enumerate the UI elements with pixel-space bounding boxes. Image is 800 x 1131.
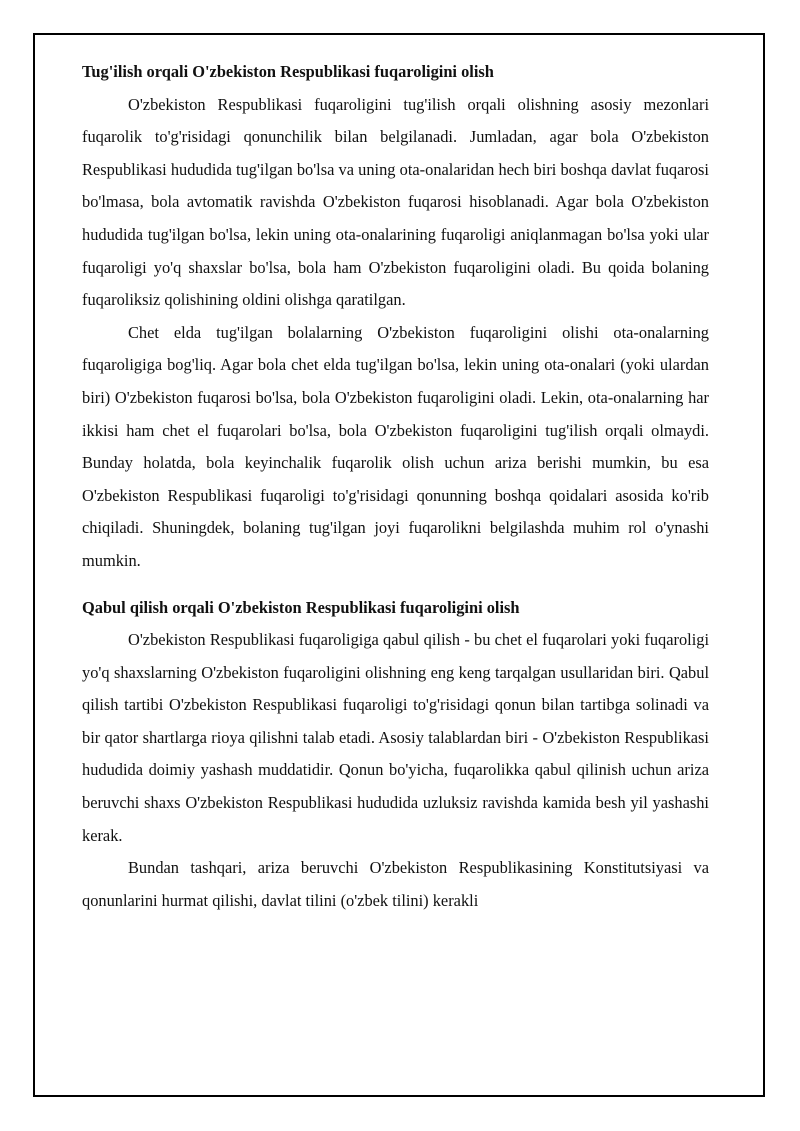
paragraph: Chet elda tug'ilgan bolalarning O'zbekiston fuqaroligini olishi ota-onalarning fuqaroligiga bog'liq. Agar bola chet elda tug'ilgan bo'lsa, lekin uning ota-onalari (yoki ulardan biri) O'zbekiston fuqarosi bo'lsa, bola O'zbekiston fuqaroligini oladi. Lekin, ota-onalarning har ikkisi ham chet el fuqarolari bo'lsa, bola O'zbekiston fuqaroligini tug'ilish orqali olmaydi. Bunday holatda, bola keyinchalik fuqarolik olish uchun ariza berishi mumkin, bu esa O'zbekiston Respublikasi fuqaroligi to'g'risidagi qonunning boshqa qoidalari asosida ko'rib chiqiladi. Shuningdek, bolaning tug'ilgan joyi fuqarolikni belgilashda muhim rol o'ynashi mumkin. [82, 322, 709, 570]
section-gap [82, 578, 709, 592]
section-heading-birth: Tug'ilish orqali O'zbekiston Respublikasi fuqaroligini olish [82, 62, 494, 81]
document-body [82, 56, 709, 917]
paragraph: Bundan tashqari, ariza beruvchi O'zbekiston Respublikasining Konstitutsiyasi va qonunlarini hurmat qilishi, davlat tilini (o'zbek tilini) kerakli [82, 858, 709, 910]
section-heading-naturalization: Qabul qilish orqali O'zbekiston Respublikasi fuqaroligini olish [82, 597, 520, 617]
paragraph: O'zbekiston Respublikasi fuqaroligiga qabul qilish - bu chet el fuqarolari yoki fuqaroligi yo'q shaxslarning O'zbekiston fuqaroligini olishning eng keng tarqalgan usullaridan biri. Qabul qilish tartibi O'zbekiston Respublikasi fuqaroligi to'g'risidagi qonun bilan tartibga solinadi va bir qator shartlarga rioya qilishni talab etadi. Asosiy talablardan biri - O'zbekiston Respublikasi hududida doimiy yashash muddatidir. Qonun bo'yicha, fuqarolikka qabul qilinish uchun ariza beruvchi shaxs O'zbekiston Respublikasi hududida uzluksiz ravishda kamida besh yil yashashi kerak. [82, 630, 709, 845]
paragraph: O'zbekiston Respublikasi fuqaroligini tug'ilish orqali olishning asosiy mezonlari fuqarolik to'g'risidagi qonunchilik bilan belgilanadi. Jumladan, agar bola O'zbekiston Respublikasi hududida tug'ilgan bo'lsa va uning ota-onalaridan hech biri boshqa davlat fuqarosi bo'lmasa, bola avtomatik ravishda O'zbekiston fuqarosi hisoblanadi. Agar bola O'zbekiston hududida tug'ilgan bo'lsa, lekin uning ota-onalarining fuqaroligi aniqlanmagan bo'lsa yoki ular fuqaroligi yo'q shaxslar bo'lsa, bola ham O'zbekiston fuqaroligini oladi. Bu qoida bolaning fuqaroliksiz qolishining oldini olishga qaratilgan. [82, 94, 709, 310]
